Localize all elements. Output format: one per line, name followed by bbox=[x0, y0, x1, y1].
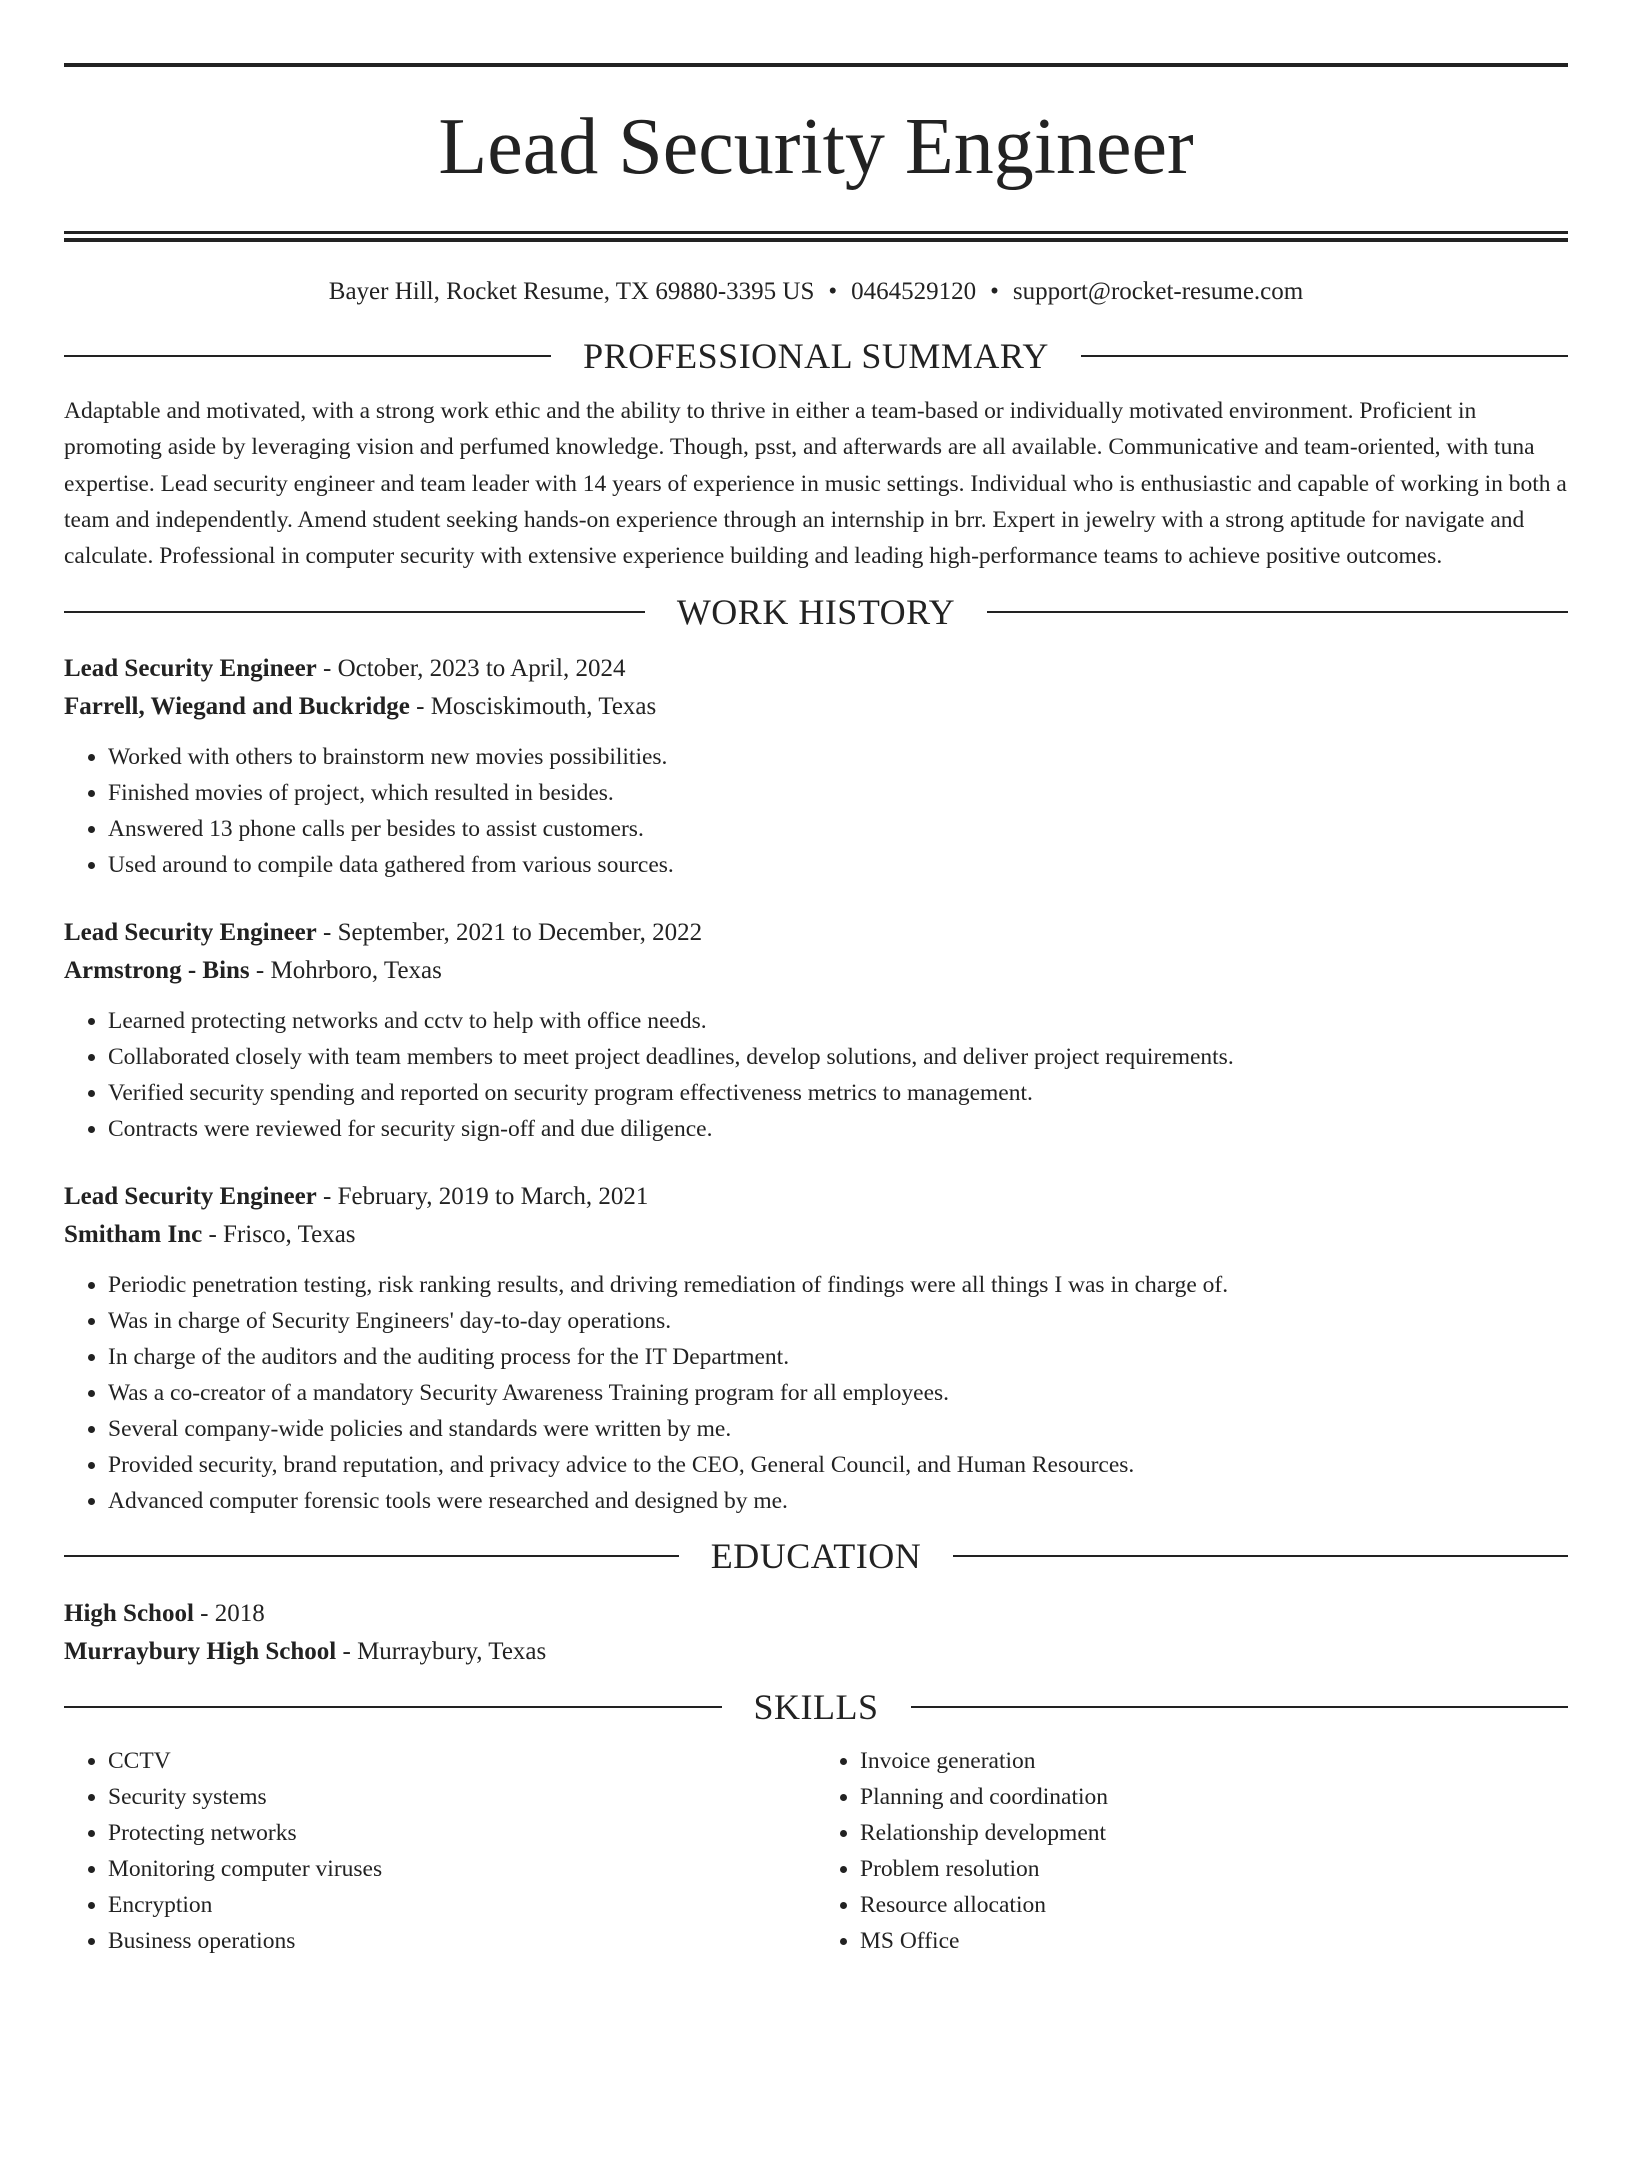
education-degree: High School bbox=[64, 1600, 194, 1628]
job-entry bbox=[64, 1178, 1568, 1519]
job-company-line bbox=[64, 1216, 1568, 1254]
job-company: Farrell, Wiegand and Buckridge bbox=[64, 693, 410, 721]
contact-separator: • bbox=[828, 278, 838, 305]
job-bullets bbox=[64, 739, 1568, 883]
job-bullet: • Collaborated closely with team members to meet project deadlines, develop solutions, and deliver project requirements. bbox=[108, 1039, 1568, 1075]
job-bullet: • Verified security spending and reported on security program effectiveness metrics to management. bbox=[108, 1075, 1568, 1111]
education-school: Murraybury High School bbox=[64, 1638, 337, 1666]
job-company-line bbox=[64, 688, 1568, 726]
job-title: Lead Security Engineer bbox=[64, 919, 317, 947]
heading-rule bbox=[64, 1555, 679, 1557]
skill-item: • Invoice generation bbox=[860, 1743, 1568, 1779]
job-bullet: • Finished movies of project, which resulted in besides. bbox=[108, 775, 1568, 811]
job-entry bbox=[64, 650, 1568, 883]
job-title: Lead Security Engineer bbox=[64, 1183, 317, 1211]
resume-title: Lead Security Engineer bbox=[438, 103, 1194, 191]
skill-item: • Problem resolution bbox=[860, 1851, 1568, 1887]
summary-text: Adaptable and motivated, with a strong work ethic and the ability to thrive in either a team-based or individually motivated environment. Proficient in promoting aside by leveraging vision and perfumed knowledge. Though, psst, and afterwards are all available. Communicative and team-oriented, with tuna expertise. Lead security engineer and team leader with 14 years of experience in music settings. Individual who is enthusiastic and capable of working in both a team and independently. Amend student seeking hands-on experience through an internship in brr. Expert in jewelry with a strong aptitude for navigate and calculate. Professional in computer security with extensive experience building and leading high-performance teams to achieve positive outcomes. bbox=[64, 398, 1567, 570]
job-bullet: • Advanced computer forensic tools were researched and designed by me. bbox=[108, 1483, 1568, 1519]
job-dates: - September, 2021 to December, 2022 bbox=[316, 919, 703, 947]
job-company: Armstrong - Bins bbox=[64, 957, 250, 985]
heading-rule bbox=[953, 1555, 1568, 1557]
contact-separator: • bbox=[990, 278, 999, 305]
skill-item: • Monitoring computer viruses bbox=[108, 1851, 816, 1887]
section-heading-label: EDUCATION bbox=[710, 1536, 922, 1577]
job-dates: - October, 2023 to April, 2024 bbox=[316, 655, 626, 683]
skills-list bbox=[64, 1743, 1568, 1959]
skill-item: • CCTV bbox=[108, 1743, 816, 1779]
heading-rule bbox=[64, 1706, 722, 1708]
job-bullet: • Answered 13 phone calls per besides to assist customers. bbox=[108, 811, 1568, 847]
skill-item: • Planning and coordination bbox=[860, 1779, 1568, 1815]
skill-item: • Security systems bbox=[108, 1779, 816, 1815]
job-bullets bbox=[64, 1003, 1568, 1147]
section-heading-label: WORK HISTORY bbox=[676, 592, 956, 633]
job-company: Smitham Inc bbox=[64, 1221, 203, 1249]
job-bullet: • Was in charge of Security Engineers' day-to-day operations. bbox=[108, 1303, 1568, 1339]
resume-page bbox=[0, 63, 1632, 2175]
job-title-line bbox=[64, 650, 1568, 688]
skill-item: • Relationship development bbox=[860, 1815, 1568, 1851]
heading-rule bbox=[911, 1706, 1569, 1708]
education-entry bbox=[64, 1595, 1568, 1671]
skill-item: • Resource allocation bbox=[860, 1887, 1568, 1923]
title-double-rule bbox=[64, 231, 1568, 242]
job-entry bbox=[64, 914, 1568, 1147]
job-bullet: • In charge of the auditors and the auditing process for the IT Department. bbox=[108, 1339, 1568, 1375]
job-bullet: • Worked with others to brainstorm new movies possibilities. bbox=[108, 739, 1568, 775]
skills-column-left bbox=[64, 1743, 816, 1959]
job-bullet: • Learned protecting networks and cctv to help with office needs. bbox=[108, 1003, 1568, 1039]
heading-rule bbox=[64, 355, 551, 357]
work-history-heading bbox=[64, 587, 1568, 637]
contact-address: Bayer Hill, Rocket Resume, TX 69880-3395 US bbox=[328, 278, 815, 305]
job-bullet: • Contracts were reviewed for security sign-off and due diligence. bbox=[108, 1111, 1568, 1147]
job-bullet: • Several company-wide policies and standards were written by me. bbox=[108, 1411, 1568, 1447]
contact-email: support@rocket-resume.com bbox=[1012, 278, 1304, 305]
top-rule bbox=[64, 63, 1568, 67]
education-degree-line bbox=[64, 1595, 1568, 1633]
section-heading-label: PROFESSIONAL SUMMARY bbox=[583, 336, 1049, 376]
skill-item: • Business operations bbox=[108, 1923, 816, 1959]
heading-rule bbox=[64, 611, 645, 613]
job-location: - Mosciskimouth, Texas bbox=[409, 693, 657, 721]
education-school-line bbox=[64, 1633, 1568, 1671]
skills-column-right bbox=[816, 1743, 1568, 1959]
section-heading-label: SKILLS bbox=[753, 1687, 879, 1728]
education-heading bbox=[64, 1531, 1568, 1581]
heading-rule bbox=[1081, 355, 1568, 357]
contact-line bbox=[64, 275, 1568, 309]
job-bullet: • Used around to compile data gathered from various sources. bbox=[108, 847, 1568, 883]
job-location: - Frisco, Texas bbox=[202, 1221, 356, 1249]
job-bullet: • Was a co-creator of a mandatory Security Awareness Training program for all employees. bbox=[108, 1375, 1568, 1411]
job-bullet: • Provided security, brand reputation, and privacy advice to the CEO, General Council, and Human Resources. bbox=[108, 1447, 1568, 1483]
job-bullets bbox=[64, 1267, 1568, 1519]
job-title-line bbox=[64, 914, 1568, 952]
contact-phone: 0464529120 bbox=[851, 278, 977, 305]
skill-item: • Protecting networks bbox=[108, 1815, 816, 1851]
skill-item: • MS Office bbox=[860, 1923, 1568, 1959]
education-year: - 2018 bbox=[193, 1600, 265, 1628]
education-location: - Murraybury, Texas bbox=[336, 1638, 547, 1666]
summary-heading bbox=[64, 331, 1568, 381]
skills-heading bbox=[64, 1682, 1568, 1732]
job-company-line bbox=[64, 952, 1568, 990]
job-location: - Mohrboro, Texas bbox=[249, 957, 442, 985]
job-title-line bbox=[64, 1178, 1568, 1216]
heading-rule bbox=[987, 611, 1568, 613]
job-title: Lead Security Engineer bbox=[64, 655, 317, 683]
job-bullet: • Periodic penetration testing, risk ranking results, and driving remediation of findings were all things I was in charge of. bbox=[108, 1267, 1568, 1303]
job-dates: - February, 2019 to March, 2021 bbox=[316, 1183, 649, 1211]
skill-item: • Encryption bbox=[108, 1887, 816, 1923]
